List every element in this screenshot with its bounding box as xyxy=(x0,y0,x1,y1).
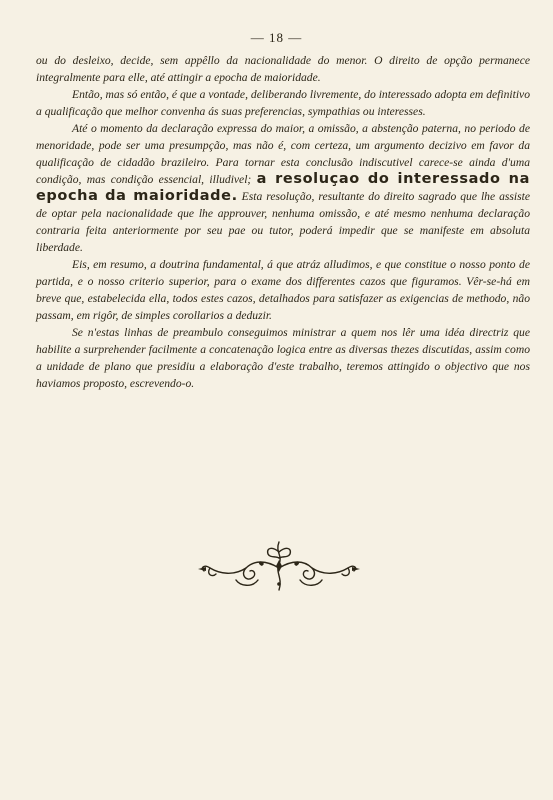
fleuron-scroll-icon xyxy=(196,538,362,594)
paragraph-5: Se n'estas linhas de preambulo conseguimos ministrar a quem nos lêr uma idéa directriz que habilite a surprehender facilmente a concatenação logica entre as diversas thezes discutidas, assim como a unidade de plano que presidiu a elaboração d'este trabalho, teremos attingido o objectivo que nos haviamos proposto, escrevendo-o. xyxy=(36,326,530,390)
body-text xyxy=(36,52,530,392)
paragraph-3-start: Até o momento da declaração expressa do maior, a omissão, a abstenção paterna, no periodo de menoridade, pode ser uma presumpção, mas não é, com certeza, um argumento decizivo em favor da qualificação de cidadão brazileiro. Para tornar esta conclusão indiscutivel carece-se ainda d'uma condição, mas condição essencial, illudivel; xyxy=(36,122,530,186)
paragraph-3-end: Esta resolução, resultante do direito sagrado que lhe assiste de optar pela nacionalidade que lhe approuver, nenhuma omissão, e até mesmo nenhuma declaração contraria feita anteriormente por seu pae ou tutor, poderá impedir que se manifeste em absoluta liberdade. xyxy=(36,190,530,254)
page-number: — 18 — xyxy=(250,30,303,45)
emphasized-phrase: a resoluçao do interessado na epocha da maioridade. xyxy=(36,171,530,204)
paragraph-2: Então, mas só então, é que a vontade, deliberando livremente, do interessado adopta em definitivo a qualificação que melhor convenha ás suas preferencias, sympathias ou interesses. xyxy=(36,88,530,118)
paragraph-1: ou do desleixo, decide, sem appêllo da nacionalidade do menor. O direito de opção permanece integralmente para elle, até attingir a epocha de maioridade. xyxy=(36,54,530,84)
paragraph-3 xyxy=(36,120,530,256)
paragraph-4: Eis, em resumo, a doutrina fundamental, á que atráz alludimos, e que constitue o nosso ponto de partida, e o nosso criterio superior, para o exame dos differentes cazos que figuramos. Vêr-se-há em breve que, estabelecida ella, todos estes cazos, detalhados para satisfazer as exigencias de methodo, não passam, em rigôr, de simples corollarios a deduzir. xyxy=(36,258,530,322)
